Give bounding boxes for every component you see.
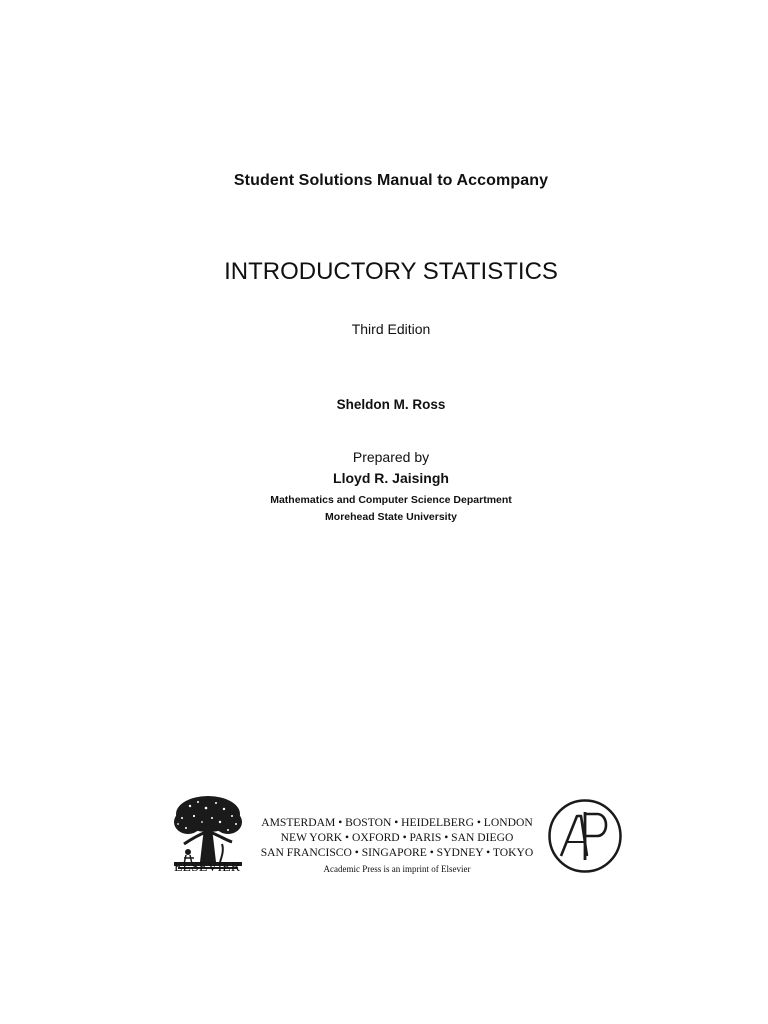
- book-title: INTRODUCTORY STATISTICS: [224, 258, 558, 285]
- preparer-name: Lloyd R. Jaisingh: [333, 470, 449, 486]
- university: Morehead State University: [325, 511, 457, 523]
- imprint-note: Academic Press is an imprint of Elsevier: [323, 864, 471, 874]
- publisher-cities: [258, 815, 536, 860]
- cities-line-2: NEW YORK • OXFORD • PARIS • SAN DIEGO: [280, 831, 514, 844]
- cities-line-1: AMSTERDAM • BOSTON • HEIDELBERG • LONDON: [261, 816, 533, 829]
- cities-line-3: SAN FRANCISCO • SINGAPORE • SYDNEY • TOKYO: [260, 846, 534, 859]
- author-name: Sheldon M. Ross: [336, 397, 446, 412]
- elsevier-wordmark: ELSEVIER: [173, 860, 241, 875]
- subtitle: Student Solutions Manual to Accompany: [233, 172, 549, 189]
- academic-press-logo-icon: [547, 798, 623, 874]
- edition: Third Edition: [351, 321, 431, 337]
- department: Mathematics and Computer Science Department: [270, 494, 512, 506]
- prepared-by-label: Prepared by: [352, 449, 430, 465]
